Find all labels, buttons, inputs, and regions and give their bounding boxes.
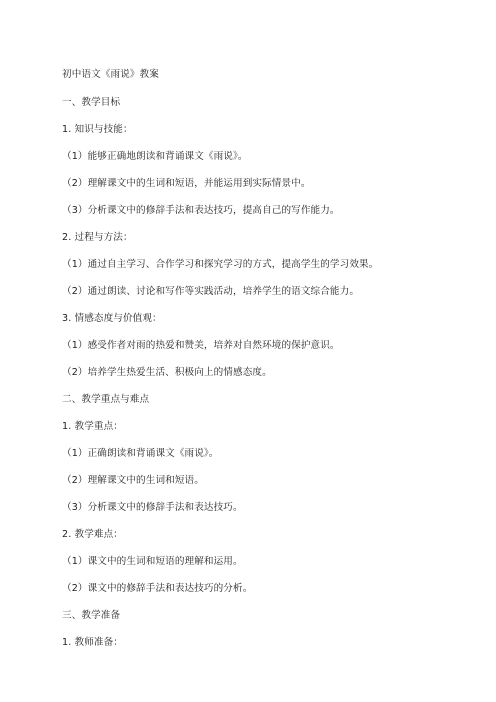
subheading-knowledge-skills: 1. 知识与技能： xyxy=(62,124,133,135)
text-line: （2）理解课文中的生词和短语。 xyxy=(62,475,204,486)
section-heading-objectives: 一、教学目标 xyxy=(62,97,121,108)
subheading-difficulties: 2. 教学难点： xyxy=(62,529,123,540)
text-line: （1）感受作者对雨的热爱和赞美，培养对自然环境的保护意识。 xyxy=(62,340,340,351)
text-line: （1）课文中的生词和短语的理解和运用。 xyxy=(62,556,243,567)
text-line: （3）分析课文中的修辞手法和表达技巧。 xyxy=(62,502,243,513)
subheading-process-methods: 2. 过程与方法： xyxy=(62,232,133,243)
text-line: （1）正确朗读和背诵课文《雨说》。 xyxy=(62,448,219,459)
subheading-key-points: 1. 教学重点： xyxy=(62,421,123,432)
document-title: 初中语文《雨说》教案 xyxy=(62,69,159,80)
text-line: （1）通过自主学习、合作学习和探究学习的方式，提高学生的学习效果。 xyxy=(62,259,379,270)
text-line: （3）分析课文中的修辞手法和表达技巧，提高自己的写作能力。 xyxy=(62,205,340,216)
text-line: （2）通过朗读、讨论和写作等实践活动，培养学生的语文综合能力。 xyxy=(62,286,360,297)
subheading-attitudes-values: 3. 情感态度与价值观： xyxy=(62,313,162,324)
text-line: （2）培养学生热爱生活、积极向上的情感态度。 xyxy=(62,367,272,378)
text-line: （2）理解课文中的生词和短语，并能运用到实际情景中。 xyxy=(62,178,311,189)
subheading-teacher-preparation: 1. 教师准备： xyxy=(62,637,123,648)
section-heading-key-points: 二、教学重点与难点 xyxy=(62,394,150,405)
text-line: （2）课文中的修辞手法和表达技巧的分析。 xyxy=(62,583,253,594)
section-heading-preparation: 三、教学准备 xyxy=(62,610,121,621)
text-line: （1）能够正确地朗读和背诵课文《雨说》。 xyxy=(62,151,248,162)
